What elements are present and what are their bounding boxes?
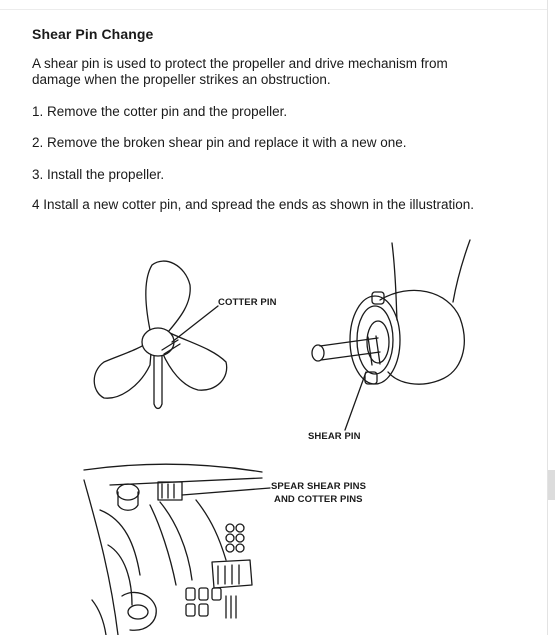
shaft-housing-illustration	[312, 240, 470, 430]
intro-line-2: damage when the propeller strikes an obstruction.	[32, 72, 331, 87]
step-4: 4 Install a new cotter pin, and spread the ends as shown in the illustration.	[32, 197, 475, 212]
spare-pins-label-line-1: SPEAR SHEAR PINS	[271, 481, 367, 492]
spare-pins-label-line-2: AND COTTER PINS	[274, 494, 363, 505]
propeller-illustration	[94, 261, 226, 408]
step-3: 3. Install the propeller.	[32, 167, 165, 182]
section-title: Shear Pin Change	[32, 26, 154, 42]
step-2: 2. Remove the broken shear pin and replace it with a new one.	[32, 135, 407, 150]
shear-pin-label: SHEAR PIN	[308, 431, 361, 442]
spare-pin-storage-illustration	[84, 464, 270, 635]
cotter-pin-label: COTTER PIN	[218, 297, 277, 308]
intro-line-1: A shear pin is used to protect the propeller and drive mechanism from	[32, 56, 448, 71]
step-1: 1. Remove the cotter pin and the propeller.	[32, 104, 288, 119]
